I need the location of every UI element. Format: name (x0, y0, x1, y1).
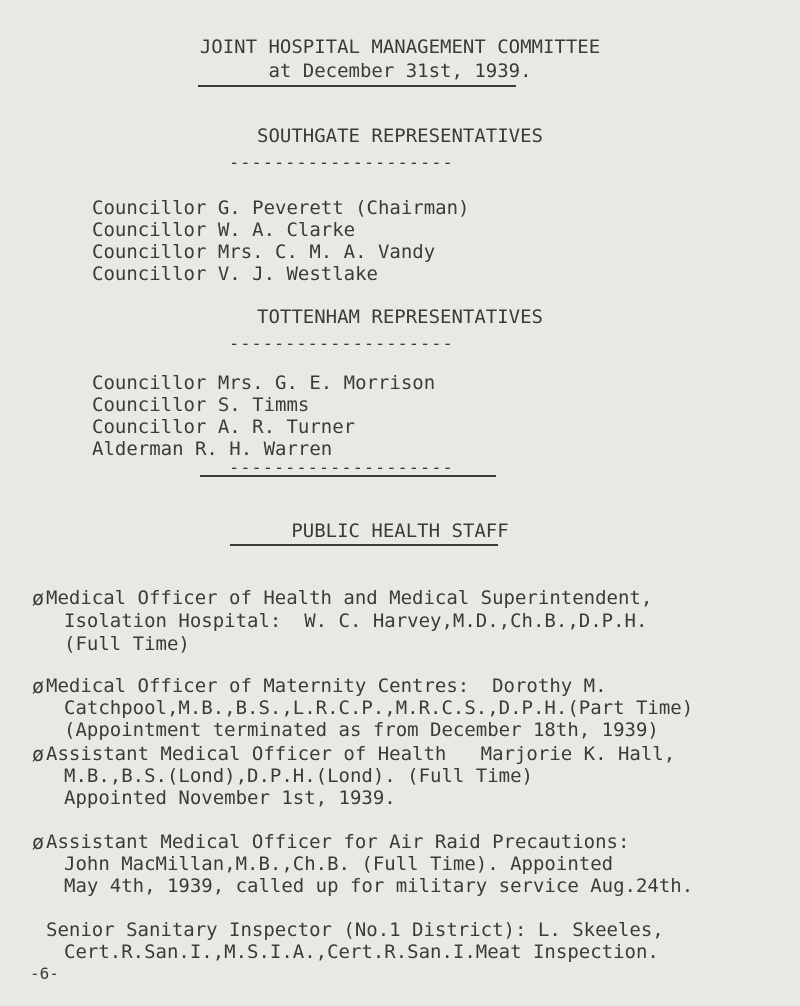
staff-entry-line: Medical Officer of Health and Medical Superintendent, (46, 587, 653, 609)
southgate-heading: SOUTHGATE REPRESENTATIVES (257, 125, 543, 147)
southgate-dashes: -------------------- (229, 153, 454, 173)
staff-entry-line: John MacMillan,M.B.,Ch.B. (Full Time). Appointed (64, 853, 614, 875)
section-rule (200, 475, 496, 477)
staff-heading-underline (230, 544, 498, 546)
southgate-member: Councillor Mrs. C. M. A. Vandy (92, 241, 436, 263)
staff-entry-line: Assistant Medical Officer of Health Marjorie K. Hall, (46, 743, 676, 765)
bullet-mark: ø (32, 830, 45, 854)
staff-entry-line: M.B.,B.S.(Lond),D.P.H.(Lond). (Full Time) (64, 765, 533, 787)
staff-entry-line: Assistant Medical Officer for Air Raid Precautions: (46, 831, 630, 853)
staff-entry-line: (Full Time) (64, 633, 190, 655)
southgate-member: Councillor V. J. Westlake (92, 263, 378, 285)
bullet-mark: ø (32, 742, 45, 766)
staff-entry-line: Senior Sanitary Inspector (No.1 District): L. Skeeles, (46, 919, 664, 941)
tottenham-member: Councillor S. Timms (92, 394, 310, 416)
tottenham-member: Alderman R. H. Warren (92, 438, 333, 460)
staff-heading: PUBLIC HEALTH STAFF (291, 520, 509, 542)
southgate-member: Councillor G. Peverett (Chairman) (92, 197, 470, 219)
staff-entry-line: (Appointment terminated as from December 18th, 1939) (64, 719, 659, 741)
staff-entry-line: May 4th, 1939, called up for military service Aug.24th. (64, 875, 694, 897)
tottenham-dashes: -------------------- (229, 334, 454, 354)
committee-date: at December 31st, 1939. (268, 60, 532, 82)
bullet-mark: ø (32, 586, 45, 610)
staff-entry-line: Cert.R.San.I.,M.S.I.A.,Cert.R.San.I.Meat Inspection. (64, 941, 659, 963)
bullet-mark: ø (32, 674, 45, 698)
staff-entry-line: Isolation Hospital: W. C. Harvey,M.D.,Ch.B.,D.P.H. (64, 610, 648, 632)
tottenham-heading: TOTTENHAM REPRESENTATIVES (257, 306, 543, 328)
southgate-member: Councillor W. A. Clarke (92, 219, 356, 241)
page-number: -6- (30, 964, 59, 983)
title-underline (198, 85, 516, 87)
tottenham-member: Councillor A. R. Turner (92, 416, 356, 438)
staff-entry-line: Appointed November 1st, 1939. (64, 787, 396, 809)
staff-entry-line: Medical Officer of Maternity Centres: Dorothy M. (46, 675, 607, 697)
section-dashes: -------------------- (229, 458, 454, 478)
committee-title: JOINT HOSPITAL MANAGEMENT COMMITTEE (199, 36, 601, 58)
staff-entry-line: Catchpool,M.B.,B.S.,L.R.C.P.,M.R.C.S.,D.P.H.(Part Time) (64, 697, 694, 719)
tottenham-member: Councillor Mrs. G. E. Morrison (92, 372, 436, 394)
